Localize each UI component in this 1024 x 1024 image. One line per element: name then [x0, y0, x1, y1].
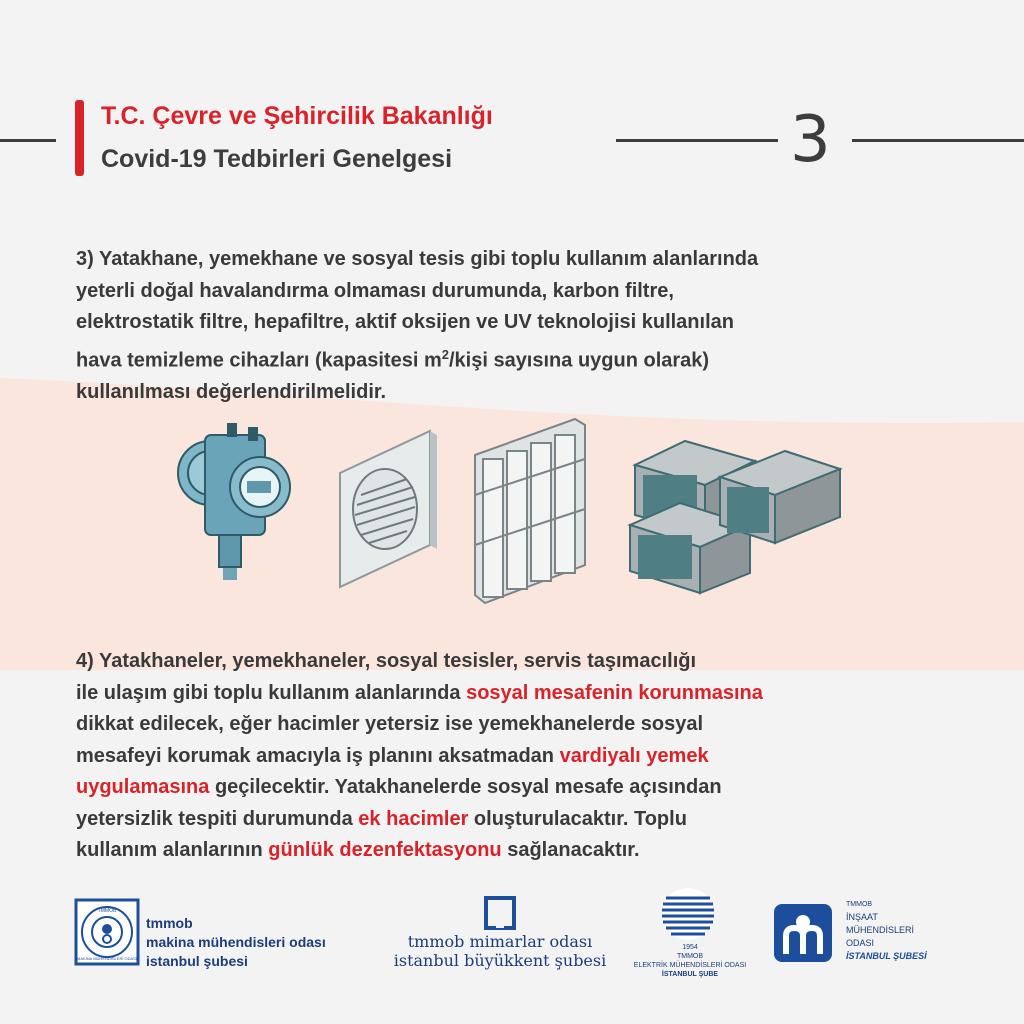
logo-line: TMMOB — [676, 953, 704, 960]
logo-line: İSTANBUL ŞUBESİ — [846, 951, 927, 961]
logo-line: makina mühendisleri odası — [146, 934, 326, 950]
section-3-line: 3) Yatakhane, yemekhane ve sosyal tesis gibi toplu kullanım alanlarında — [76, 248, 759, 270]
page-title: T.C. Çevre ve Şehircilik Bakanlığı — [101, 102, 493, 130]
hvac-illustrations — [175, 415, 855, 615]
logo-line: ODASI — [846, 938, 875, 948]
mmo-logo-text — [146, 914, 326, 971]
section-4-text — [76, 646, 956, 867]
pressure-transmitter-icon — [178, 423, 290, 580]
logo-line: istanbul büyükkent şubesi — [393, 951, 607, 970]
text-span: /kişi sayısına uygun olarak) — [448, 349, 710, 372]
section-3-line — [76, 339, 956, 377]
highlight-text: sosyal mesafenin korunmasına — [466, 681, 763, 704]
logo-line: istanbul şubesi — [146, 953, 248, 969]
section-4-line — [76, 835, 956, 867]
page-subtitle: Covid-19 Tedbirleri Genelgesi — [101, 145, 453, 173]
highlight-text: vardiyalı yemek — [559, 744, 709, 767]
mimarlar-logo-text — [380, 932, 620, 970]
section-4-line — [76, 678, 956, 710]
ventilation-grille-icon — [340, 431, 437, 587]
mimarlar-logo-icon — [484, 896, 516, 930]
section-4-line — [76, 804, 956, 836]
seal-ring-text: MAKİNA MÜHENDİSLERİ ODASI — [76, 956, 138, 961]
section-4-line: 4) Yatakhaneler, yemekhaneler, sosyal tesisler, servis taşımacılığı — [76, 650, 697, 672]
text-span: oluşturulacaktır. Toplu — [468, 807, 687, 830]
header-accent-bar — [75, 100, 84, 176]
text-span: kullanım alanlarının — [76, 839, 269, 861]
section-4-line — [76, 772, 956, 804]
header-line-middle — [616, 139, 778, 142]
seal-top-text: TMMOB — [97, 908, 117, 914]
highlight-text: ek hacimler — [358, 807, 469, 830]
logo-line: TMMOB — [846, 901, 873, 908]
text-span: mesafeyi korumak amacıyla iş planını aksatmadan — [76, 744, 560, 767]
text-span: hava temizleme cihazları (kapasitesi m — [76, 349, 442, 372]
logo-line: ELEKTRİK MÜHENDİSLERİ ODASI — [633, 962, 747, 969]
mmo-seal-logo — [74, 898, 140, 966]
imo-logo-text — [846, 898, 927, 963]
section-3-line: kullanılması değerlendirilmelidir. — [76, 380, 387, 403]
air-duct-icon — [630, 441, 840, 593]
logo-line: tmmob mimarlar odası — [407, 932, 593, 951]
text-span: yetersizlik tespiti durumunda — [76, 807, 359, 830]
text-span: geçilecektir. Yatakhanelerde sosyal mesafe açısından — [209, 776, 722, 798]
superscript: 2 — [441, 346, 449, 362]
header-line-left — [0, 139, 56, 142]
imo-logo-icon — [772, 902, 834, 964]
logo-year: 1954 — [682, 944, 698, 951]
text-span: sağlanacaktır. — [501, 839, 640, 861]
section-3-line: elektrostatik filtre, hepafiltre, aktif oksijen ve UV teknolojisi kullanılan — [76, 311, 734, 333]
logo-line: İNŞAAT — [846, 912, 878, 922]
section-4-line: dikkat edilecek, eğer hacimler yetersiz ise yemekhanelerde sosyal — [76, 713, 704, 735]
section-4-line — [76, 741, 956, 773]
page-number: 3 — [790, 103, 831, 177]
logo-line: tmmob — [146, 915, 193, 931]
emo-globe-logo — [660, 886, 716, 942]
highlight-text: günlük dezenfektasyonu — [268, 839, 502, 861]
highlight-text: uygulamasına — [76, 776, 210, 798]
logo-line: İSTANBUL ŞUBE — [661, 971, 719, 978]
logo-line: MÜHENDİSLERİ — [846, 925, 915, 935]
section-3-line: yeterli doğal havalandırma olmaması durumunda, karbon filtre, — [76, 279, 674, 302]
header-line-right — [852, 139, 1024, 142]
emo-logo-text — [630, 943, 750, 979]
section-3-text — [76, 244, 956, 408]
text-span: ile ulaşım gibi toplu kullanım alanlarında — [76, 681, 467, 704]
radiator-icon — [475, 419, 585, 603]
